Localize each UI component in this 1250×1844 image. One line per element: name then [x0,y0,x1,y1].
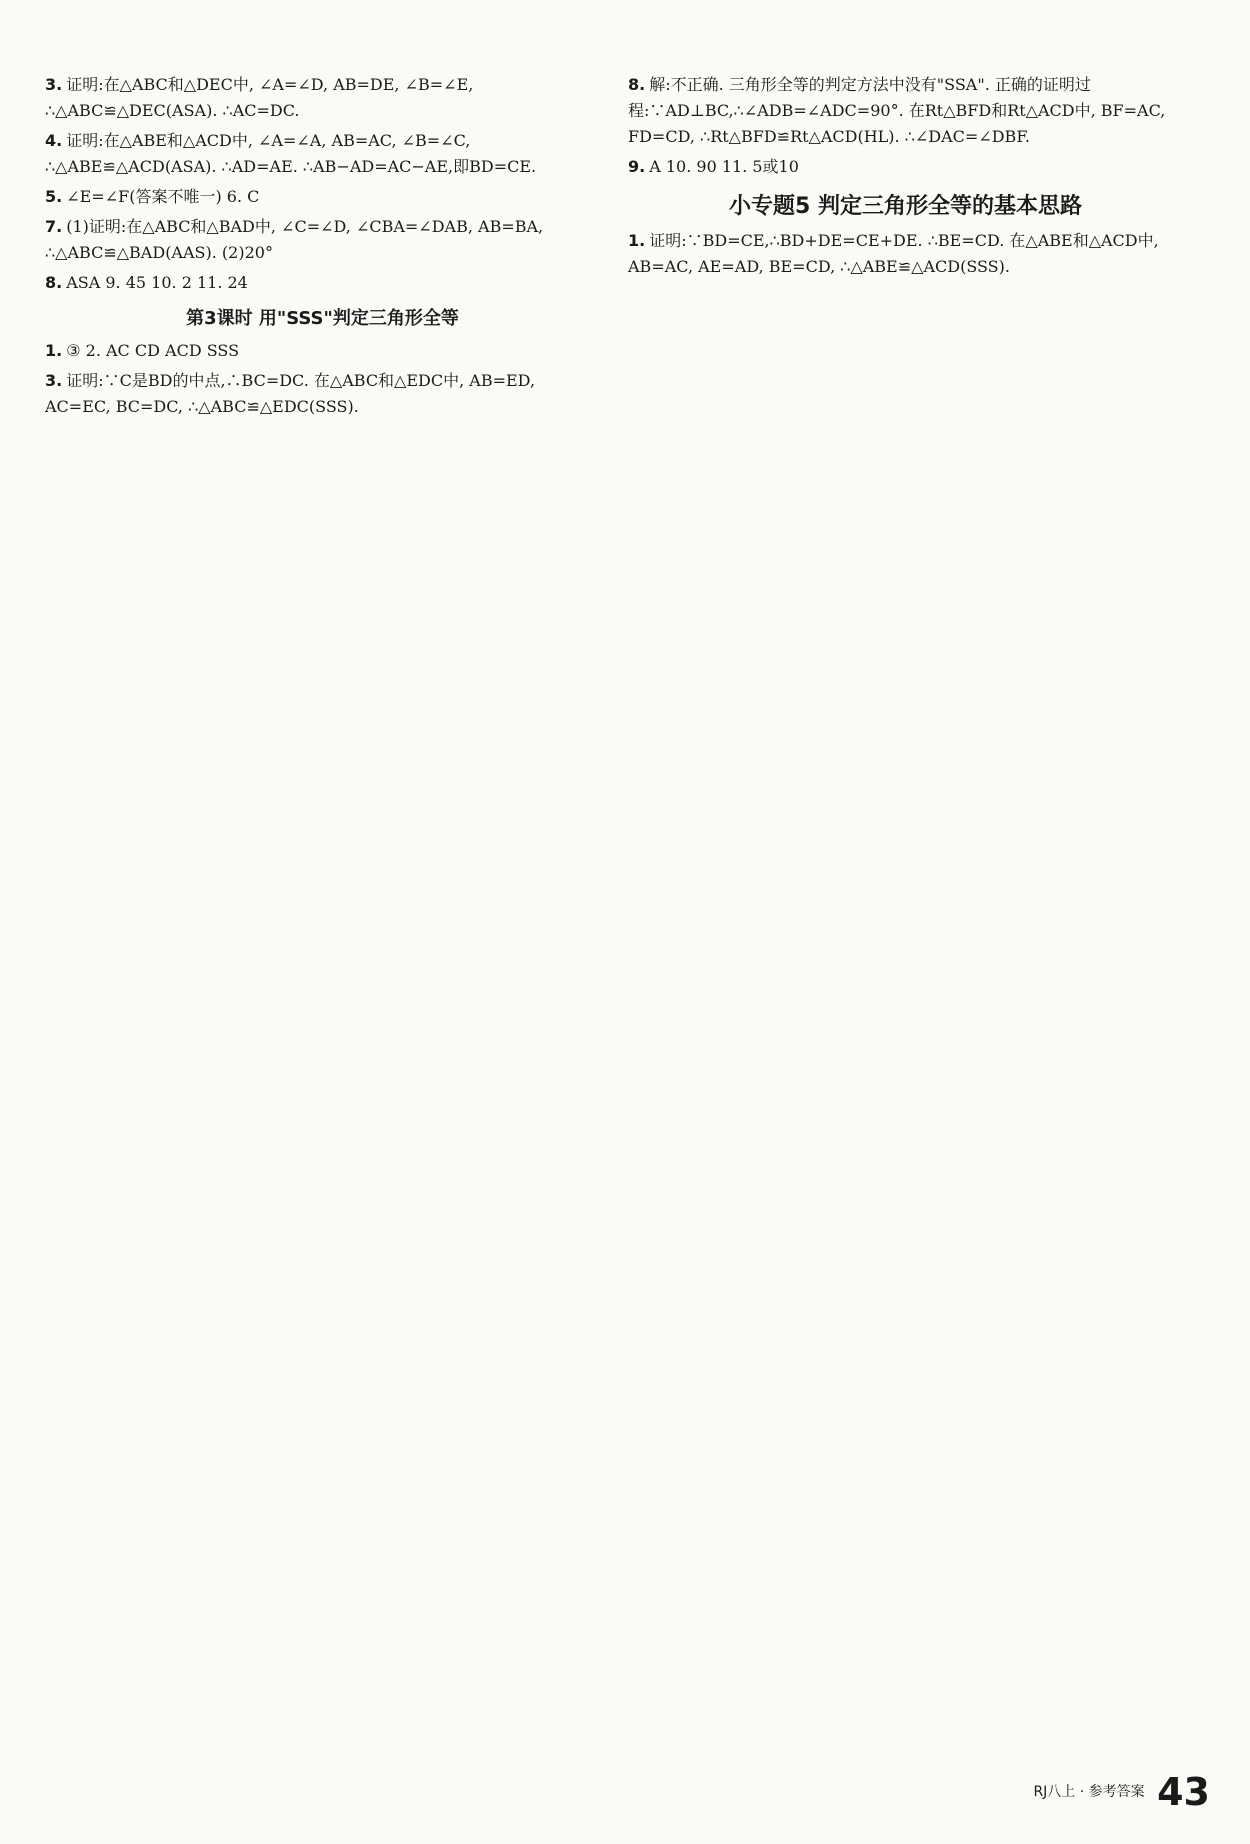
answer-item [628,72,1183,150]
answer-number: 1. [628,231,646,250]
answer-item [628,154,1183,180]
answer-item [45,338,600,364]
answer-number: 1. [45,341,63,360]
answer-text: (1)证明:在△ABC和△BAD中, ∠C=∠D, ∠CBA=∠DAB, AB=BA, ∴△ABC≌△BAD(AAS). (2)20° [45,217,544,262]
answer-text: ③ 2. AC CD ACD SSS [66,341,240,360]
left-items [45,72,600,296]
answer-text: ASA 9. 45 10. 2 11. 24 [66,273,248,292]
answer-item [45,128,600,180]
answer-number: 3. [45,371,63,390]
answer-item [45,72,600,124]
left-section-title: 第3课时 用"SSS"判定三角形全等 [186,308,459,329]
answer-text: A 10. 90 11. 5或10 [649,157,799,176]
answer-text: 证明:∵C是BD的中点,∴BC=DC. 在△ABC和△EDC中, AB=ED, AC=EC, BC=DC, ∴△ABC≌△EDC(SSS). [45,371,536,416]
answer-number: 8. [628,75,646,94]
left-column [45,72,600,424]
answer-text: 证明:在△ABE和△ACD中, ∠A=∠A, AB=AC, ∠B=∠C, ∴△ABE≌△ACD(ASA). ∴AD=AE. ∴AB−AD=AC−AE,即BD=CE. [45,131,537,176]
answer-item [45,214,600,266]
footer-label: RJ八上 · 参考答案 [1033,1784,1145,1800]
right-items [628,72,1183,180]
answer-text: 解:不正确. 三角形全等的判定方法中没有"SSA". 正确的证明过程:∵AD⊥BC,∴∠ADB=∠ADC=90°. 在Rt△BFD和Rt△ACD中, BF=AC, FD=CD, ∴Rt△BFD≌Rt△ACD(HL). ∴∠DAC=∠DBF. [628,75,1166,146]
answer-item [628,228,1183,280]
answer-item [45,368,600,420]
answer-number: 8. [45,273,63,292]
answer-text: ∠E=∠F(答案不唯一) 6. C [66,187,260,206]
answer-text: 证明:∵BD=CE,∴BD+DE=CE+DE. ∴BE=CD. 在△ABE和△ACD中, AB=AC, AE=AD, BE=CD, ∴△ABE≌△ACD(SSS). [628,231,1159,276]
answer-number: 7. [45,217,63,236]
answer-number: 9. [628,157,646,176]
answer-number: 5. [45,187,63,206]
right-section-title: 小专题5 判定三角形全等的基本思路 [729,194,1082,219]
answer-number: 3. [45,75,63,94]
answer-text: 证明:在△ABC和△DEC中, ∠A=∠D, AB=DE, ∠B=∠E, ∴△ABC≌△DEC(ASA). ∴AC=DC. [45,75,474,120]
right-section-items [628,228,1183,280]
left-section-items [45,338,600,420]
page-footer [1033,1770,1210,1814]
answer-number: 4. [45,131,63,150]
answer-item [45,270,600,296]
answer-item [45,184,600,210]
right-column [628,72,1183,284]
page-number: 43 [1157,1770,1210,1814]
